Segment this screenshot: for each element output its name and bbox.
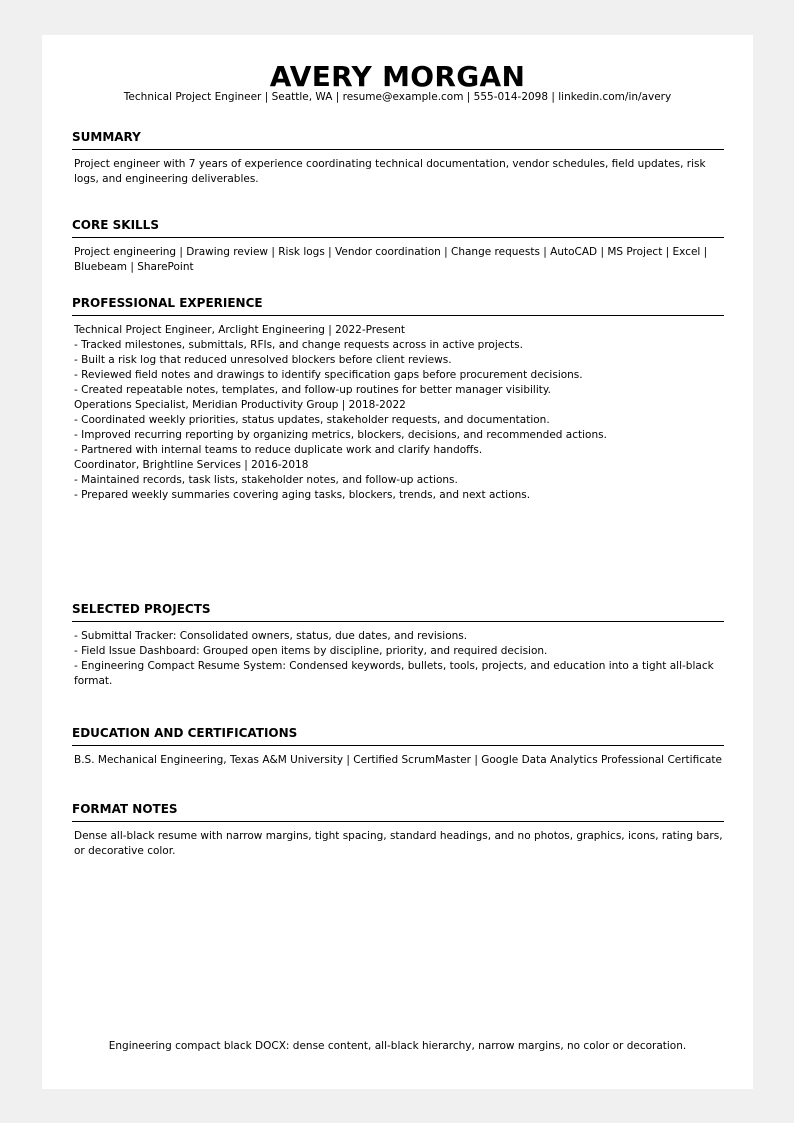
education-text: B.S. Mechanical Engineering, Texas A&M University | Certified ScrumMaster | Google Data Analytics Professional Certificate (74, 754, 722, 766)
summary-text: Project engineer with 7 years of experience coordinating technical documentation, vendor schedules, field updates, risk logs, and engineering deliverables. (74, 158, 706, 185)
footer-note: Engineering compact black DOCX: dense content, all-black hierarchy, narrow margins, no color or decoration. (108, 1040, 687, 1052)
experience-line: Operations Specialist, Meridian Productivity Group | 2018-2022 (74, 399, 406, 411)
project-item: - Field Issue Dashboard: Grouped open items by discipline, priority, and required decision. (74, 645, 548, 657)
education-heading: EDUCATION AND CERTIFICATIONS (72, 726, 724, 746)
experience-line: - Built a risk log that reduced unresolved blockers before client reviews. (74, 354, 452, 366)
projects-body (74, 629, 724, 689)
experience-section (72, 296, 724, 503)
experience-line: - Coordinated weekly priorities, status updates, stakeholder requests, and documentation. (74, 414, 550, 426)
contact-line: Technical Project Engineer | Seattle, WA | resume@example.com | 555-014-2098 | linkedin.com/in/avery (123, 91, 672, 103)
projects-heading: SELECTED PROJECTS (72, 602, 724, 622)
experience-line: - Maintained records, task lists, stakeholder notes, and follow-up actions. (74, 474, 458, 486)
experience-line: Technical Project Engineer, Arclight Engineering | 2022-Present (74, 324, 406, 336)
projects-section (72, 602, 724, 689)
project-item: - Engineering Compact Resume System: Condensed keywords, bullets, tools, projects, and education into a tight all-black format. (74, 660, 714, 687)
experience-line: Coordinator, Brightline Services | 2016-2018 (74, 459, 309, 471)
experience-line: - Improved recurring reporting by organizing metrics, blockers, decisions, and recommended actions. (74, 429, 607, 441)
format-notes-heading: FORMAT NOTES (72, 802, 724, 822)
experience-line: - Reviewed field notes and drawings to identify specification gaps before procurement decisions. (74, 369, 583, 381)
resume-page (42, 35, 753, 1089)
summary-section (72, 130, 724, 187)
project-item: - Submittal Tracker: Consolidated owners, status, due dates, and revisions. (74, 630, 468, 642)
format-notes-text: Dense all-black resume with narrow margins, tight spacing, standard headings, and no photos, graphics, icons, rating bars, or decorative color. (74, 830, 723, 857)
skills-text: Project engineering | Drawing review | Risk logs | Vendor coordination | Change requests | AutoCAD | MS Project | Excel | Bluebeam | SharePoint (74, 246, 708, 273)
experience-line: - Created repeatable notes, templates, and follow-up routines for better manager visibility. (74, 384, 551, 396)
candidate-name: AVERY MORGAN (269, 60, 526, 93)
skills-heading: CORE SKILLS (72, 218, 724, 238)
skills-section (72, 218, 724, 275)
experience-line: - Partnered with internal teams to reduce duplicate work and clarify handoffs. (74, 444, 483, 456)
summary-heading: SUMMARY (72, 130, 724, 150)
education-section (72, 726, 724, 768)
experience-body (74, 323, 724, 503)
experience-line: - Tracked milestones, submittals, RFIs, and change requests across in active projects. (74, 339, 523, 351)
format-notes-section (72, 802, 724, 859)
experience-line: - Prepared weekly summaries covering aging tasks, blockers, trends, and next actions. (74, 489, 531, 501)
experience-heading: PROFESSIONAL EXPERIENCE (72, 296, 724, 316)
